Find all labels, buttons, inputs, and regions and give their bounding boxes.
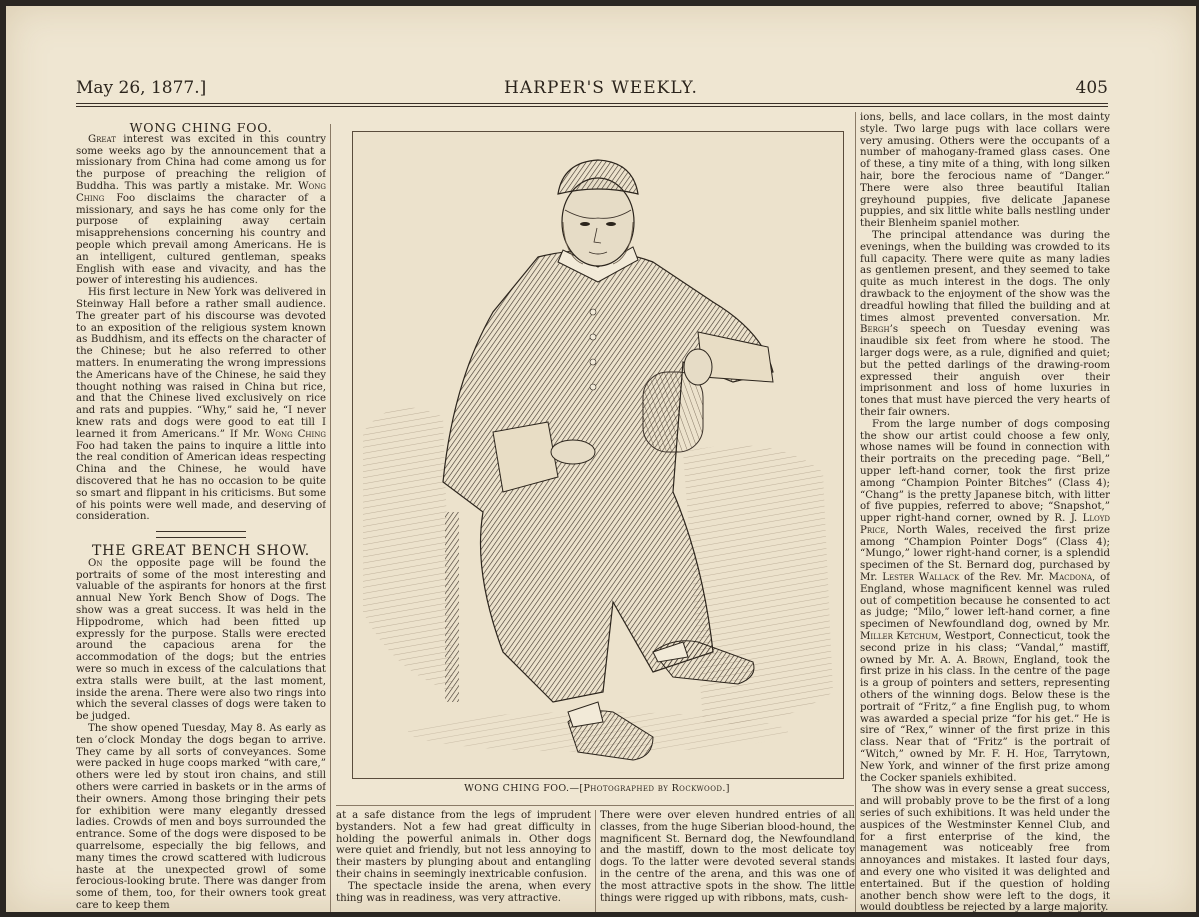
section-divider <box>156 531 246 538</box>
article-paragraph: at a safe distance from the legs of imprudent bystanders. Not a few had great difficulty in holding the powerful animals in. Other dogs were quiet and friendly, but not less annoying to their masters by plunging about and entangling their chains in seemingly inextricable confusion. <box>336 810 591 880</box>
article-paragraph: ions, bells, and lace collars, in the most dainty style. Two large pugs with lace collars were very amusing. Others were the occupants of a number of mahogany-framed glass cases. One of these, a tiny mite of a thing, with long silken hair, bore the ferocious name of “Danger.” There were also three beautiful Italian greyhound puppies, five delicate Japanese puppies, and six little white balls nestling under their Blenheim spaniel mother. <box>860 112 1110 230</box>
column-divider <box>855 112 856 912</box>
person-name: Wong Ching <box>264 428 326 440</box>
masthead-rule <box>76 103 1108 104</box>
illustration-bottom-rule <box>336 805 854 806</box>
article-paragraph <box>76 558 326 723</box>
article-paragraph <box>76 134 326 287</box>
column-left <box>76 122 326 912</box>
person-name: Bergh <box>860 324 890 336</box>
column-bottom-right <box>600 810 855 914</box>
masthead-title: HARPER'S WEEKLY. <box>504 78 698 98</box>
article-paragraph <box>860 230 1110 419</box>
caption-credit: Photographed by Rockwood <box>583 783 723 794</box>
paragraph-text: interest was excited in this country some weeks ago by the announcement that a missionary from China had come among us for the purpose of preaching the religion of Buddha. This was partly a mistake. Mr. <box>76 133 326 192</box>
paragraph-text: of the Rev. Mr. <box>959 572 1049 584</box>
drop-lead: Great <box>88 133 116 145</box>
newspaper-page <box>6 6 1196 912</box>
column-divider <box>330 124 331 912</box>
caption-end: .] <box>722 783 730 794</box>
person-name: A. A. Brown <box>940 654 1005 666</box>
paragraph-text: From the large number of dogs composing the show our artist could choose a few only, whose names will be found in connection with their portraits on the preceding page. “Bell,” upper left-hand corner, took the first prize among “Champion Pointer Bitches” (Class 4); “Chang” is the pretty Japanese bitch, with litter of five puppies, referred to above; “Snapshot,” upper right-hand corner, owned by <box>860 418 1110 525</box>
paragraph-text: , England, took the first prize in his class. In the centre of the page is a group of pointers and setters, representing others of the winning dogs. Below these is the portrait of “Fritz,” a fine English pug, to whom was awarded a special prize “for his get.” He is sire of “Rex,” winner of the first prize in this class. Near that of “Fritz” is the portrait of “Witch,” owned by Mr. F. H. <box>860 654 1110 761</box>
paragraph-text: , of England, whose magnificent kennel was ruled out of competition because he consented to act as judge; “Milo,” lower left-hand corner, a fine specimen of Newfoundland dog, owned by Mr. <box>860 572 1110 631</box>
person-name: Lester Wallack <box>882 572 960 584</box>
paragraph-text: , Tarrytown, New York, and winner of the first prize among the Cocker spaniels exhibited. <box>860 749 1110 784</box>
masthead-rule-double <box>76 106 1108 107</box>
page-number: 405 <box>1075 78 1108 98</box>
portrait-engraving <box>352 131 844 779</box>
portrait-engraving-svg <box>353 132 843 778</box>
paragraph-text: the opposite page will be found the portraits of some of the most interesting and valuable of the aspirants for honors at the first annual New York Bench Show of Dogs. The show was a great success. It was held in the Hippodrome, which had been fitted up expressly for the purpose. Stalls were erected around the capacious arena for the accommodation of the dogs; but the entries were so much in excess of the calculations that extra stalls were built, at the last moment, inside the arena. There were also two rings into which the several classes of dogs were taken to be judged. <box>76 557 326 723</box>
person-name: R. J. Lloyd Price <box>860 513 1110 536</box>
issue-date: May 26, 1877.] <box>76 78 207 98</box>
person-name: Miller Ketchum <box>860 631 939 643</box>
article-title-wong-ching-foo: WONG CHING FOO. <box>129 122 273 135</box>
paragraph-text: The principal attendance was during the evenings, when the building was crowded to its full capacity. There were quite as many ladies as gentlemen present, and they seemed to take quite as much interest in the dogs. The only drawback to the enjoyment of the show was the dreadful howling that filled the building and at times almost prevented conversation. Mr. <box>860 229 1110 324</box>
article-paragraph: There were over eleven hundred entries of all classes, from the huge Siberian blood-hound, the magnificent St. Bernard dog, the Newfoundland and the mastiff, down to the most delicate toy dogs. To the latter were devoted several stands in the centre of the arena, and this was one of the most attractive spots in the show. The little things were rigged up with ribbons, mats, cush- <box>600 810 855 904</box>
paragraph-text: , North Wales, received the first prize among “Champion Pointer Dogs” (Class 4); “Mungo,” lower right-hand corner, is a splendid specimen of the St. Bernard dog, purchased by Mr. <box>860 524 1110 584</box>
illustration-caption <box>352 783 842 794</box>
paragraph-text: His first lecture in New York was delivered in Steinway Hall before a rather small audience. The greater part of his discourse was devoted to an exposition of the religious system known as Buddhism, and its effects on the character of the Chinese; but he also referred to other matters. In enumerating the wrong impressions the Americans have of the Chinese, he said they thought nothing was raised in China but rice, and that the Chinese lived exclusively on rice and rats and puppies. “Why,” said he, “I never knew rats and dogs were good to eat till I learned it from Americans.” If Mr. <box>76 287 326 440</box>
article-paragraph <box>76 287 326 523</box>
person-name: Wong Ching <box>76 180 326 204</box>
paragraph-text: ’s speech on Tuesday evening was inaudible six feet from where he stood. The larger dogs were, as a rule, dignified and quiet; but the petted darlings of the drawing-room expressed their anguish over their imprisonment and loss of home luxuries in tones that must have pierced the very hearts of their fair owners. <box>860 324 1110 418</box>
article-paragraph: The spectacle inside the arena, when every thing was in readiness, was very attractive. <box>336 880 591 904</box>
person-name: Macdona <box>1048 572 1093 584</box>
paragraph-text: , Westport, Connecticut, took the second prize in his class; “Vandal,” mastiff, owned by Mr. <box>860 631 1110 666</box>
caption-title: WONG CHING FOO.—[ <box>464 783 584 794</box>
drop-lead: On <box>88 557 103 569</box>
person-name: Hoe <box>1024 749 1045 761</box>
paragraph-text: Foo had taken the pains to inquire a little into the real condition of American ideas respecting China and the Chinese, he would have discovered that he has no occasion to be quite so smart and flippant in his criticisms. But some of his points were well made, and deserving of consideration. <box>76 440 326 523</box>
article-paragraph: The show was in every sense a great success, and will probably prove to be the first of a long series of such exhibitions. It was held under the auspices of the Westminster Kennel Club, and for a first enterprise of the kind, the management was noticeably free from annoyances and mistakes. It lasted four days, and every one who visited it was delighted and entertained. But if the question of holding another bench show were left to the dogs, it would doubtless be rejected by a large majority. <box>860 784 1110 912</box>
article-title-bench-show: THE GREAT BENCH SHOW. <box>92 543 310 560</box>
paragraph-text: Foo disclaims the character of a missionary, and says he has come only for the purpose of explaining away certain misapprehensions concerning his country and people which prevail among Americans. He is an intelligent, cultured gentleman, speaks English with ease and vivacity, and has the power of interesting his audiences. <box>76 192 326 287</box>
article-paragraph: The show opened Tuesday, May 8. As early as ten o’clock Monday the dogs began to arrive. They came by all sorts of conveyances. Some were packed in huge coops marked “with care,” others were led by stout iron chains, and still others were carried in baskets or in the arms of their owners. Among those bringing their pets for exhibition were many elegantly dressed ladies. Crowds of men and boys surrounded the entrance. Some of the dogs were disposed to be quarrelsome, especially the big fellows, and many times the crowd scattered with ludicrous haste at the unexpected growl of some ferocious-looking brute. There was danger from some of them, too, for their owners took great care to keep them <box>76 723 326 911</box>
article-paragraph <box>860 419 1110 785</box>
column-right <box>860 112 1110 912</box>
column-divider <box>595 810 596 912</box>
column-bottom-middle <box>336 810 591 914</box>
